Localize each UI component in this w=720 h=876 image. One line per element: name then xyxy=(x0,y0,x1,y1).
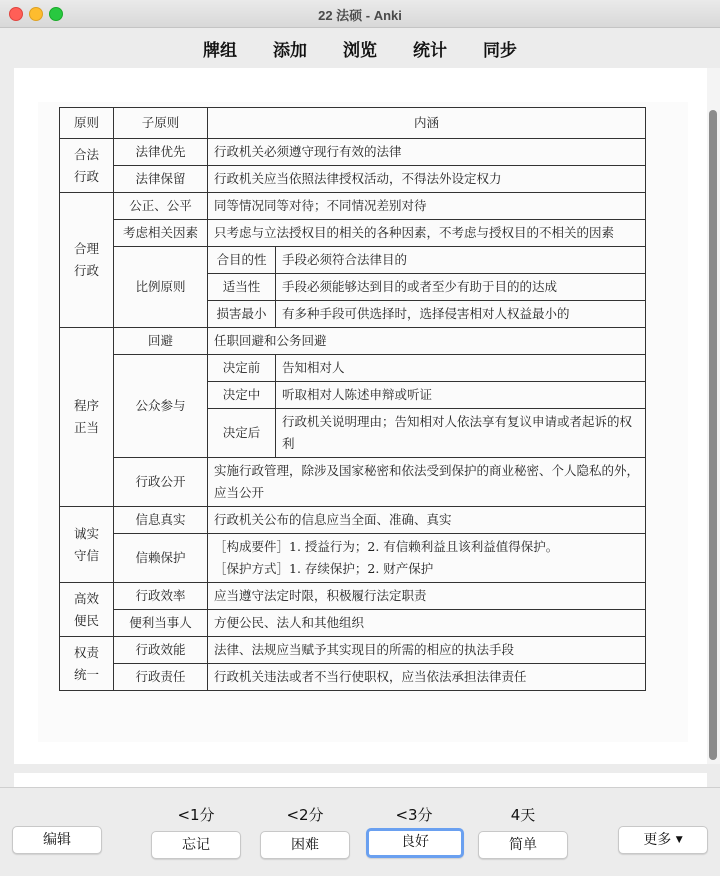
sub-item-cell: 决定前 xyxy=(208,355,276,382)
sub-principle-cell: 回避 xyxy=(114,328,208,355)
sub-principle-cell: 公正、公平 xyxy=(114,193,208,220)
table-row xyxy=(60,220,646,247)
sub-principle-cell: 行政效能 xyxy=(114,637,208,664)
meaning-cell: 行政机关必须遵守现行有效的法律 xyxy=(208,139,646,166)
meaning-cell: 方便公民、法人和其他组织 xyxy=(208,610,646,637)
header-sub-principle: 子原则 xyxy=(114,108,208,139)
more-label: 更多 xyxy=(643,832,672,848)
window-title: 22 法硕 - Anki xyxy=(318,8,402,23)
meaning-cell: 行政机关说明理由；告知相对人依法享有复议申请或者起诉的权利 xyxy=(276,409,646,458)
easy-interval: 4天 xyxy=(510,806,536,824)
meaning-cell: 告知相对人 xyxy=(276,355,646,382)
good-button[interactable]: 良好 xyxy=(366,828,464,858)
principle-cell: 程序 正当 xyxy=(60,328,114,507)
table-row xyxy=(60,507,646,534)
sub-item-cell: 决定中 xyxy=(208,382,276,409)
again-button[interactable]: 忘记 xyxy=(151,831,241,859)
meaning-line: ［保护方式］1. 存续保护；2. 财产保护 xyxy=(214,561,434,576)
main-toolbar xyxy=(0,28,720,68)
header-meaning: 内涵 xyxy=(208,108,646,139)
meaning-line: ［构成要件］1. 授益行为；2. 有信赖利益且该利益值得保护。 xyxy=(214,539,559,554)
principle-cell: 合法 行政 xyxy=(60,139,114,193)
header-principle: 原则 xyxy=(60,108,114,139)
card-image xyxy=(38,102,688,742)
toolbar-sync[interactable]: 同步 xyxy=(483,40,517,61)
table-row xyxy=(60,534,646,583)
meaning-cell: 法律、法规应当赋予其实现目的所需的相应的执法手段 xyxy=(208,637,646,664)
hard-button[interactable]: 困难 xyxy=(260,831,350,859)
principle-cell: 诚实 守信 xyxy=(60,507,114,583)
content-scrollbar[interactable] xyxy=(707,68,720,764)
sub-principle-cell: 法律优先 xyxy=(114,139,208,166)
scrollbar-thumb[interactable] xyxy=(709,110,717,760)
sub-principle-cell: 公众参与 xyxy=(114,355,208,458)
toolbar-add[interactable]: 添加 xyxy=(273,40,307,61)
meaning-cell: 手段必须符合法律目的 xyxy=(276,247,646,274)
again-interval: <1分 xyxy=(177,806,215,824)
title-bar xyxy=(0,0,720,28)
card-content xyxy=(14,68,707,764)
hard-interval: <2分 xyxy=(286,806,324,824)
table-row xyxy=(60,355,646,382)
table-row xyxy=(60,328,646,355)
toolbar-stats[interactable]: 统计 xyxy=(413,40,447,61)
meaning-cell xyxy=(208,534,646,583)
principles-table xyxy=(59,107,646,691)
table-row xyxy=(60,583,646,610)
sub-principle-cell: 信息真实 xyxy=(114,507,208,534)
easy-button[interactable]: 简单 xyxy=(478,831,568,859)
meaning-cell: 听取相对人陈述申辩或听证 xyxy=(276,382,646,409)
principle-cell: 权责 统一 xyxy=(60,637,114,691)
sub-principle-cell: 考虑相关因素 xyxy=(114,220,208,247)
sub-principle-cell: 法律保留 xyxy=(114,166,208,193)
sub-principle-cell: 信赖保护 xyxy=(114,534,208,583)
more-button[interactable] xyxy=(618,826,708,854)
table-row xyxy=(60,610,646,637)
meaning-cell: 有多种手段可供选择时，选择侵害相对人权益最小的 xyxy=(276,301,646,328)
sub-item-cell: 适当性 xyxy=(208,274,276,301)
table-row xyxy=(60,458,646,507)
table-row xyxy=(60,139,646,166)
answer-strip xyxy=(14,773,707,787)
meaning-cell: 任职回避和公务回避 xyxy=(208,328,646,355)
meaning-cell: 手段必须能够达到目的或者至少有助于目的的达成 xyxy=(276,274,646,301)
meaning-cell: 同等情况同等对待；不同情况差别对待 xyxy=(208,193,646,220)
principle-cell: 合理 行政 xyxy=(60,193,114,328)
chevron-down-icon: ▼ xyxy=(675,835,683,845)
sub-principle-cell: 比例原则 xyxy=(114,247,208,328)
sub-item-cell: 决定后 xyxy=(208,409,276,458)
meaning-cell: 行政机关违法或者不当行使职权，应当依法承担法律责任 xyxy=(208,664,646,691)
meaning-cell: 行政机关公布的信息应当全面、准确、真实 xyxy=(208,507,646,534)
edit-button[interactable]: 编辑 xyxy=(12,826,102,854)
table-row xyxy=(60,166,646,193)
toolbar-browse[interactable]: 浏览 xyxy=(343,40,377,61)
sub-principle-cell: 行政效率 xyxy=(114,583,208,610)
meaning-cell: 行政机关应当依照法律授权活动，不得法外设定权力 xyxy=(208,166,646,193)
principle-cell: 高效 便民 xyxy=(60,583,114,637)
meaning-cell: 应当遵守法定时限，积极履行法定职责 xyxy=(208,583,646,610)
review-bar xyxy=(0,787,720,876)
toolbar-decks[interactable]: 牌组 xyxy=(203,40,237,61)
table-row xyxy=(60,664,646,691)
sub-item-cell: 损害最小 xyxy=(208,301,276,328)
sub-item-cell: 合目的性 xyxy=(208,247,276,274)
sub-principle-cell: 行政责任 xyxy=(114,664,208,691)
meaning-cell: 实施行政管理，除涉及国家秘密和依法受到保护的商业秘密、个人隐私的外，应当公开 xyxy=(208,458,646,507)
sub-principle-cell: 便利当事人 xyxy=(114,610,208,637)
good-interval: <3分 xyxy=(395,806,433,824)
table-row xyxy=(60,247,646,274)
table-row xyxy=(60,193,646,220)
meaning-cell: 只考虑与立法授权目的相关的各种因素，不考虑与授权目的不相关的因素 xyxy=(208,220,646,247)
table-header-row xyxy=(60,108,646,139)
sub-principle-cell: 行政公开 xyxy=(114,458,208,507)
table-row xyxy=(60,637,646,664)
